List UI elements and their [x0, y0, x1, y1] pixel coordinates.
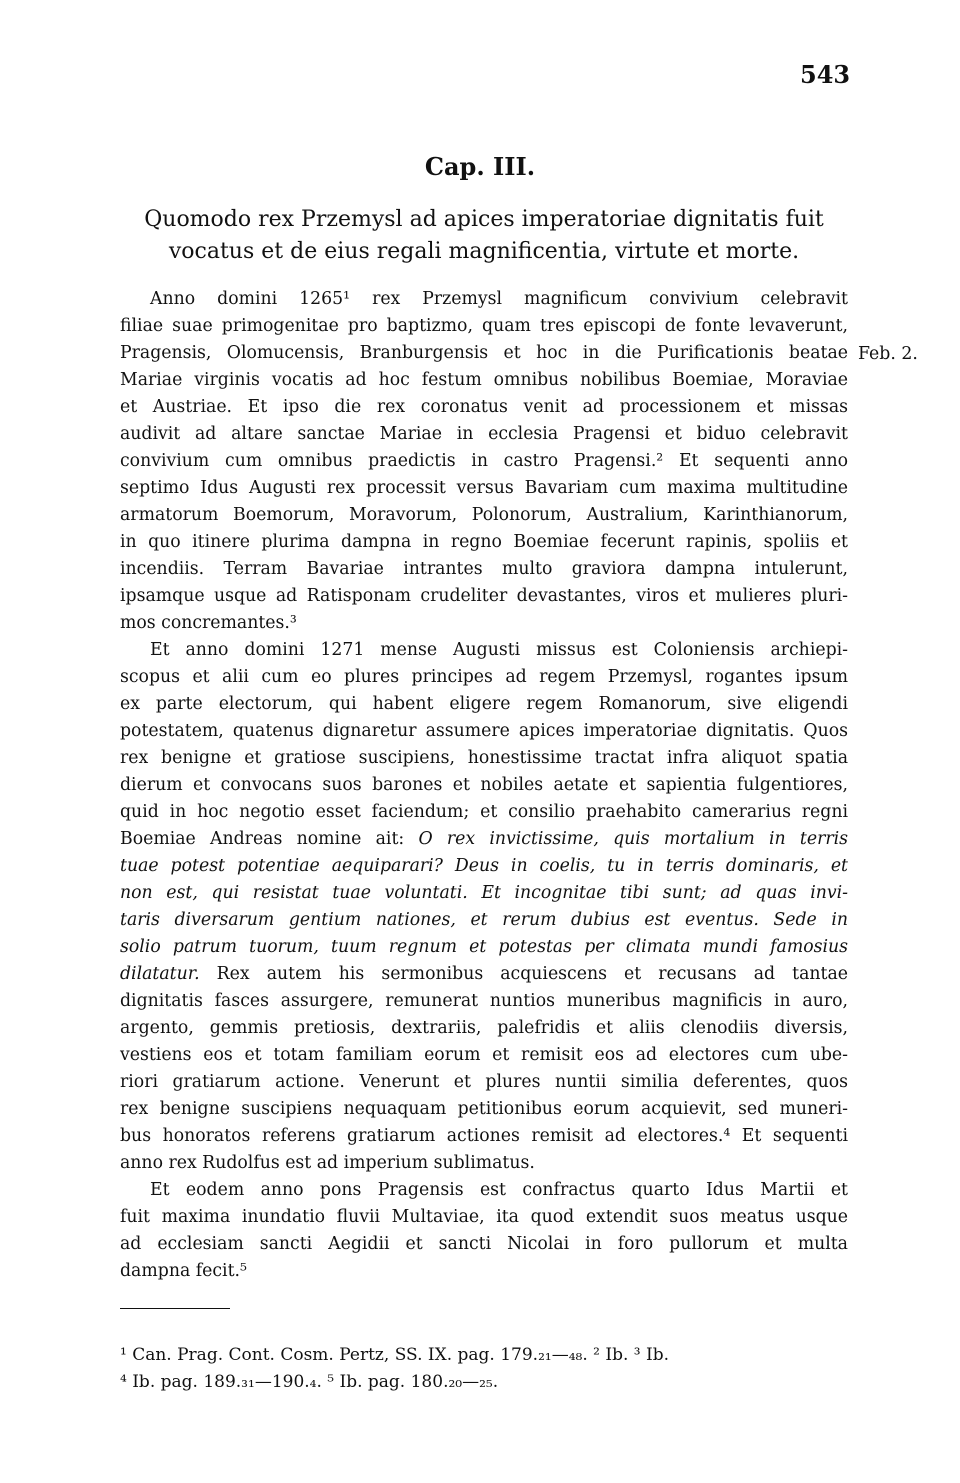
page-number: 543	[800, 60, 851, 89]
body-line: incendiis. Terram Bavariae intrantes multo graviora dampna intulerunt,	[120, 559, 848, 579]
body-line	[120, 907, 848, 934]
body-line: filiae suae primogenitae pro baptizmo, quam tres episcopi de fonte levaverunt,	[120, 316, 848, 336]
body-line: anno rex Rudolfus est ad imperium sublimatus.	[120, 1153, 535, 1173]
body-line: audivit ad altare sanctae Mariae in ecclesia Pragensi et biduo celebravit	[120, 424, 848, 444]
body-line: dignitatis fasces assurgere, remunerat nuntios muneribus magnificis in auro,	[120, 991, 848, 1011]
body-line: quid in hoc negotio esset faciendum; et consilio praehabito camerarius regni	[120, 802, 848, 822]
body-line: Mariae virginis vocatis ad hoc festum omnibus nobilibus Boemiae, Moraviae	[120, 370, 848, 390]
italic-quote: non est, qui resistat tuae voluntati. Et incognitae tibi sunt; ad quas invi-	[120, 883, 848, 903]
body-line: septimo Idus Augusti rex processit versus Bavariam cum maxima multitudine	[120, 478, 848, 498]
body-line: ipsamque usque ad Ratisponam crudeliter devastantes, viros et mulieres pluri-	[120, 586, 848, 606]
body-line: Et eodem anno pons Pragensis est confractus quarto Idus Martii et	[150, 1180, 848, 1200]
body-line: fuit maxima inundatio fluvii Multaviae, ita quod extendit suos meatus usque	[120, 1207, 848, 1227]
chapter-heading: Cap. III.	[424, 152, 536, 181]
body-line: Anno domini 1265¹ rex Przemysl magnificum convivium celebravit	[150, 289, 848, 309]
footnote-line: ¹ Can. Prag. Cont. Cosm. Pertz, SS. IX. pag. 179.₂₁—₄₈. ² Ib. ³ Ib.	[120, 1345, 669, 1365]
body-line: potestatem, quatenus dignaretur assumere apices imperatoriae dignitatis. Quos	[120, 721, 848, 741]
body-line: rex benigne suscipiens nequaquam petitionibus eorum acquievit, sed muneri-	[120, 1099, 848, 1119]
chapter-title	[120, 204, 848, 268]
body-line	[120, 880, 848, 907]
body-line-part: Boemiae Andreas nomine ait:	[120, 829, 405, 849]
footnote-divider	[120, 1308, 230, 1309]
chapter-title-line: vocatus et de eius regali magnificentia, virtute et morte.	[168, 239, 800, 264]
body-line: bus honoratos referens gratiarum actiones remisit ad electores.⁴ Et sequenti	[120, 1126, 848, 1146]
body-line: vestiens eos et totam familiam eorum et remisit eos ad electores cum ube-	[120, 1045, 848, 1065]
body-line: ad ecclesiam sancti Aegidii et sancti Nicolai in foro pullorum et multa	[120, 1234, 848, 1254]
footnote-line: ⁴ Ib. pag. 189.₃₁—190.₄. ⁵ Ib. pag. 180.₂₀—₂₅.	[120, 1372, 499, 1392]
italic-quote: O rex invictissime, quis mortalium in terris	[418, 829, 848, 849]
italic-quote: dilatatur.	[120, 964, 200, 984]
body-line: dierum et convocans suos barones et nobiles aetate et sapientia fulgentiores,	[120, 775, 848, 795]
italic-quote: tuae potest potentiae aequiparari? Deus in coelis, tu in terris dominaris, et	[120, 856, 848, 876]
body-line: ex parte electorum, qui habent eligere regem Romanorum, sive eligendi	[120, 694, 848, 714]
italic-quote: solio patrum tuorum, tuum regnum et potestas per climata mundi famosius	[120, 937, 848, 957]
body-line: et Austriae. Et ipso die rex coronatus venit ad processionem et missas	[120, 397, 848, 417]
body-line: rex benigne et gratiose suscipiens, honestissime tractat infra aliquot spatia	[120, 748, 848, 768]
body-line: convivium cum omnibus praedictis in castro Pragensi.² Et sequenti anno	[120, 451, 848, 471]
margin-date-note: Feb. 2.	[858, 344, 918, 364]
body-line: Pragensis, Olomucensis, Branburgensis et hoc in die Purificationis beatae	[120, 343, 848, 363]
body-line: in quo itinere plurima dampna in regno Boemiae fecerunt rapinis, spoliis et	[120, 532, 848, 552]
italic-quote: taris diversarum gentium nationes, et rerum dubius est eventus. Sede in	[120, 910, 848, 930]
chapter-title-line: Quomodo rex Przemysl ad apices imperatoriae dignitatis fuit	[144, 207, 824, 232]
body-line	[120, 826, 848, 853]
body-line: dampna fecit.⁵	[120, 1261, 247, 1281]
body-line: riori gratiarum actione. Venerunt et plures nuntii similia deferentes, quos	[120, 1072, 848, 1092]
body-line: Et anno domini 1271 mense Augusti missus est Coloniensis archiepi-	[150, 640, 848, 660]
body-text	[120, 286, 848, 1285]
body-line: mos concremantes.³	[120, 613, 297, 633]
body-line: argento, gemmis pretiosis, dextrariis, palefridis et aliis clenodiis diversis,	[120, 1018, 848, 1038]
body-line	[120, 853, 848, 880]
footnotes	[120, 1342, 848, 1396]
body-line	[120, 934, 848, 961]
body-line-part: Rex autem his sermonibus acquiescens et recusans ad tantae	[216, 964, 848, 984]
body-line	[120, 961, 848, 988]
body-line: scopus et alii cum eo plures principes ad regem Przemysl, rogantes ipsum	[120, 667, 848, 687]
body-line: armatorum Boemorum, Moravorum, Polonorum, Australium, Karinthianorum,	[120, 505, 848, 525]
